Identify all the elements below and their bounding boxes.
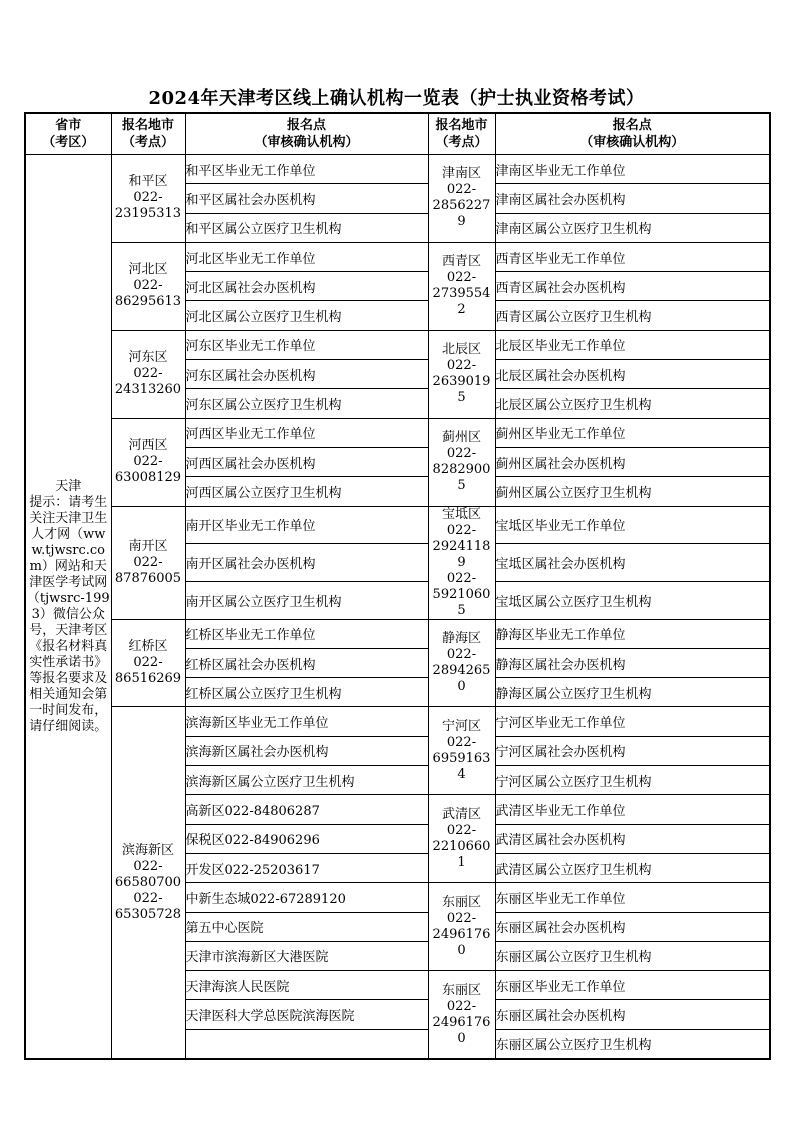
institution-cell: 东丽区毕业无工作单位 [495, 883, 770, 912]
province-note: 提示：请考生关注天津卫生人才网（www.tjwsrc.com）网站和天津医学考试网（tjwsrc-1993）微信公众号，天津考区《报名材料真实性承诺书》等报名要求及相关通知会第一时间发布，请仔细阅读。 [26, 494, 110, 734]
city-line: 河西区 [128, 438, 168, 454]
table-row [25, 418, 770, 447]
table-header-row [25, 113, 770, 155]
institution-cell: 北辰区属社会办医机构 [495, 360, 770, 389]
institution-cell: 河西区毕业无工作单位 [185, 418, 428, 447]
institution-cell: 武清区属公立医疗卫生机构 [495, 853, 770, 882]
table-row [25, 155, 770, 184]
city-line: 022- [133, 454, 163, 470]
city-line: 59210605 [432, 586, 491, 618]
header-province: 省市 （考区） [25, 113, 111, 155]
city-line: 022- [133, 190, 163, 206]
city-line: 87876005 [114, 570, 182, 586]
institution-cell: 红桥区属公立医疗卫生机构 [185, 678, 428, 707]
institution-cell: 红桥区属社会办医机构 [185, 648, 428, 677]
city-line: 022- [133, 858, 163, 874]
institution-cell: 滨海新区属社会办医机构 [185, 736, 428, 765]
institution-cell: 津南区属公立医疗卫生机构 [495, 213, 770, 242]
institution-cell: 西青区属社会办医机构 [495, 272, 770, 301]
city-line: 022- [133, 655, 163, 670]
city-line: 022- [446, 270, 477, 286]
table-row [25, 707, 770, 736]
city-line: 红桥区 [128, 639, 168, 654]
city-cell [111, 707, 185, 1059]
city-line: 022- [133, 366, 163, 382]
institution-cell: 静海区属公立医疗卫生机构 [495, 678, 770, 707]
institution-cell: 津南区毕业无工作单位 [495, 155, 770, 184]
institution-cell: 河东区毕业无工作单位 [185, 330, 428, 359]
city-cell [428, 330, 495, 418]
city-line: 022- [446, 998, 477, 1014]
page-title: 2024年天津考区线上确认机构一览表（护士执业资格考试） [148, 88, 645, 109]
city-line: 65305728 [114, 906, 182, 922]
institution-cell: 宁河区属公立医疗卫生机构 [495, 766, 770, 795]
institution-cell: 宝坻区属社会办医机构 [495, 544, 770, 582]
city-line: 24313260 [114, 382, 182, 398]
institution-cell: 北辰区属公立医疗卫生机构 [495, 389, 770, 418]
institution-cell: 河北区属公立医疗卫生机构 [185, 301, 428, 330]
institution-cell: 河东区属社会办医机构 [185, 360, 428, 389]
institution-cell: 宝坻区属公立医疗卫生机构 [495, 581, 770, 619]
city-line: 022- [133, 554, 163, 570]
institution-cell: 和平区毕业无工作单位 [185, 155, 428, 184]
institution-cell: 南开区属社会办医机构 [185, 544, 428, 582]
city-line: 南开区 [128, 538, 168, 554]
city-line: 022- [446, 570, 477, 586]
city-line: 69591634 [432, 750, 491, 782]
city-line: 022- [446, 910, 477, 926]
city-line: 66580700 [114, 874, 182, 890]
institution-cell: 静海区属社会办医机构 [495, 648, 770, 677]
city-cell [428, 971, 495, 1059]
city-line: 022- [446, 446, 477, 462]
institution-cell: 河北区毕业无工作单位 [185, 242, 428, 271]
institution-cell: 河西区属社会办医机构 [185, 447, 428, 476]
institution-cell: 和平区属公立医疗卫生机构 [185, 213, 428, 242]
institution-cell: 南开区毕业无工作单位 [185, 506, 428, 544]
institution-cell: 蓟州区属社会办医机构 [495, 447, 770, 476]
city-line: 28942650 [432, 663, 491, 694]
city-line: 022- [133, 890, 163, 906]
city-line: 022- [133, 278, 163, 294]
institution-cell: 武清区毕业无工作单位 [495, 795, 770, 824]
institution-cell: 河东区属公立医疗卫生机构 [185, 389, 428, 418]
institution-table [24, 112, 771, 1060]
institution-cell: 东丽区毕业无工作单位 [495, 971, 770, 1000]
city-line: 和平区 [128, 174, 168, 190]
city-line: 022- [446, 734, 477, 750]
city-cell [111, 155, 185, 243]
institution-cell: 西青区毕业无工作单位 [495, 242, 770, 271]
institution-cell: 西青区属公立医疗卫生机构 [495, 301, 770, 330]
institution-cell: 和平区属社会办医机构 [185, 184, 428, 213]
city-line: 22106601 [432, 838, 491, 870]
table-row [25, 242, 770, 271]
city-line: 河东区 [128, 350, 168, 366]
city-line: 022- [446, 822, 477, 838]
city-cell [111, 242, 185, 330]
institution-cell: 静海区毕业无工作单位 [495, 619, 770, 648]
institution-cell: 东丽区属公立医疗卫生机构 [495, 941, 770, 970]
institution-cell: 滨海新区属公立医疗卫生机构 [185, 766, 428, 795]
institution-cell: 宝坻区毕业无工作单位 [495, 506, 770, 544]
city-cell [428, 242, 495, 330]
city-cell [428, 418, 495, 506]
institution-cell: 河北区属社会办医机构 [185, 272, 428, 301]
institution-cell: 开发区022-25203617 [185, 853, 428, 882]
city-line: 022- [446, 182, 477, 198]
institution-cell: 天津医科大学总医院滨海医院 [185, 1000, 428, 1029]
city-line: 82829005 [432, 462, 491, 494]
city-line: 东丽区 [441, 894, 481, 910]
city-line: 022- [446, 358, 477, 374]
city-line: 24961760 [432, 926, 491, 958]
institution-cell: 东丽区属社会办医机构 [495, 912, 770, 941]
institution-cell: 东丽区属公立医疗卫生机构 [495, 1029, 770, 1059]
institution-cell: 南开区属公立医疗卫生机构 [185, 581, 428, 619]
institution-cell: 宁河区毕业无工作单位 [495, 707, 770, 736]
city-line: 津南区 [441, 166, 481, 182]
institution-cell: 保税区022-84906296 [185, 824, 428, 853]
institution-cell: 蓟州区毕业无工作单位 [495, 418, 770, 447]
institution-cell: 北辰区毕业无工作单位 [495, 330, 770, 359]
city-line: 滨海新区 [121, 842, 174, 858]
city-line: 宁河区 [441, 718, 481, 734]
city-cell [428, 155, 495, 243]
city-line: 24961760 [432, 1014, 491, 1046]
city-cell [428, 795, 495, 883]
institution-cell: 滨海新区毕业无工作单位 [185, 707, 428, 736]
city-cell [111, 418, 185, 506]
header-city-right: 报名地市 （考点） [428, 113, 495, 155]
city-line: 静海区 [441, 631, 481, 646]
city-line: 蓟州区 [441, 430, 481, 446]
city-line: 东丽区 [441, 982, 481, 998]
city-line: 022- [446, 522, 477, 538]
city-cell [428, 506, 495, 619]
city-line: 86295613 [114, 294, 182, 310]
institution-cell: 武清区属社会办医机构 [495, 824, 770, 853]
table-row [25, 506, 770, 544]
institution-cell: 中新生态城022-67289120 [185, 883, 428, 912]
city-line: 27395542 [432, 286, 491, 318]
institution-cell: 东丽区属社会办医机构 [495, 1000, 770, 1029]
city-line: 022- [446, 647, 477, 662]
city-line: 宝坻区 [441, 506, 481, 522]
province-name: 天津 [55, 478, 82, 494]
city-line: 63008129 [114, 470, 182, 486]
city-line: 武清区 [441, 806, 481, 822]
header-site-right: 报名点 （审核确认机构） [495, 113, 770, 155]
city-cell [428, 619, 495, 707]
city-line: 北辰区 [441, 342, 481, 358]
province-cell [25, 155, 111, 1060]
table-row [25, 619, 770, 648]
header-site-left: 报名点 （审核确认机构） [185, 113, 428, 155]
city-line: 23195313 [114, 206, 182, 222]
header-city-left: 报名地市 （考点） [111, 113, 185, 155]
institution-cell: 津南区属社会办医机构 [495, 184, 770, 213]
city-cell [111, 619, 185, 707]
institution-cell: 天津市滨海新区大港医院 [185, 941, 428, 970]
institution-cell: 宁河区属社会办医机构 [495, 736, 770, 765]
table-row [25, 330, 770, 359]
institution-cell: 河西区属公立医疗卫生机构 [185, 477, 428, 506]
city-line: 26390195 [432, 374, 491, 406]
city-line: 河北区 [128, 262, 168, 278]
institution-cell: 高新区022-84806287 [185, 795, 428, 824]
institution-cell: 蓟州区属公立医疗卫生机构 [495, 477, 770, 506]
city-line: 29241189 [432, 538, 491, 570]
city-cell [428, 707, 495, 795]
city-cell [111, 506, 185, 619]
city-line: 28562279 [432, 198, 491, 230]
institution-cell [185, 1029, 428, 1059]
city-line: 西青区 [441, 254, 481, 270]
institution-cell: 第五中心医院 [185, 912, 428, 941]
institution-cell: 天津海滨人民医院 [185, 971, 428, 1000]
city-cell [428, 883, 495, 971]
city-cell [111, 330, 185, 418]
city-line: 86516269 [114, 671, 182, 686]
institution-cell: 红桥区毕业无工作单位 [185, 619, 428, 648]
